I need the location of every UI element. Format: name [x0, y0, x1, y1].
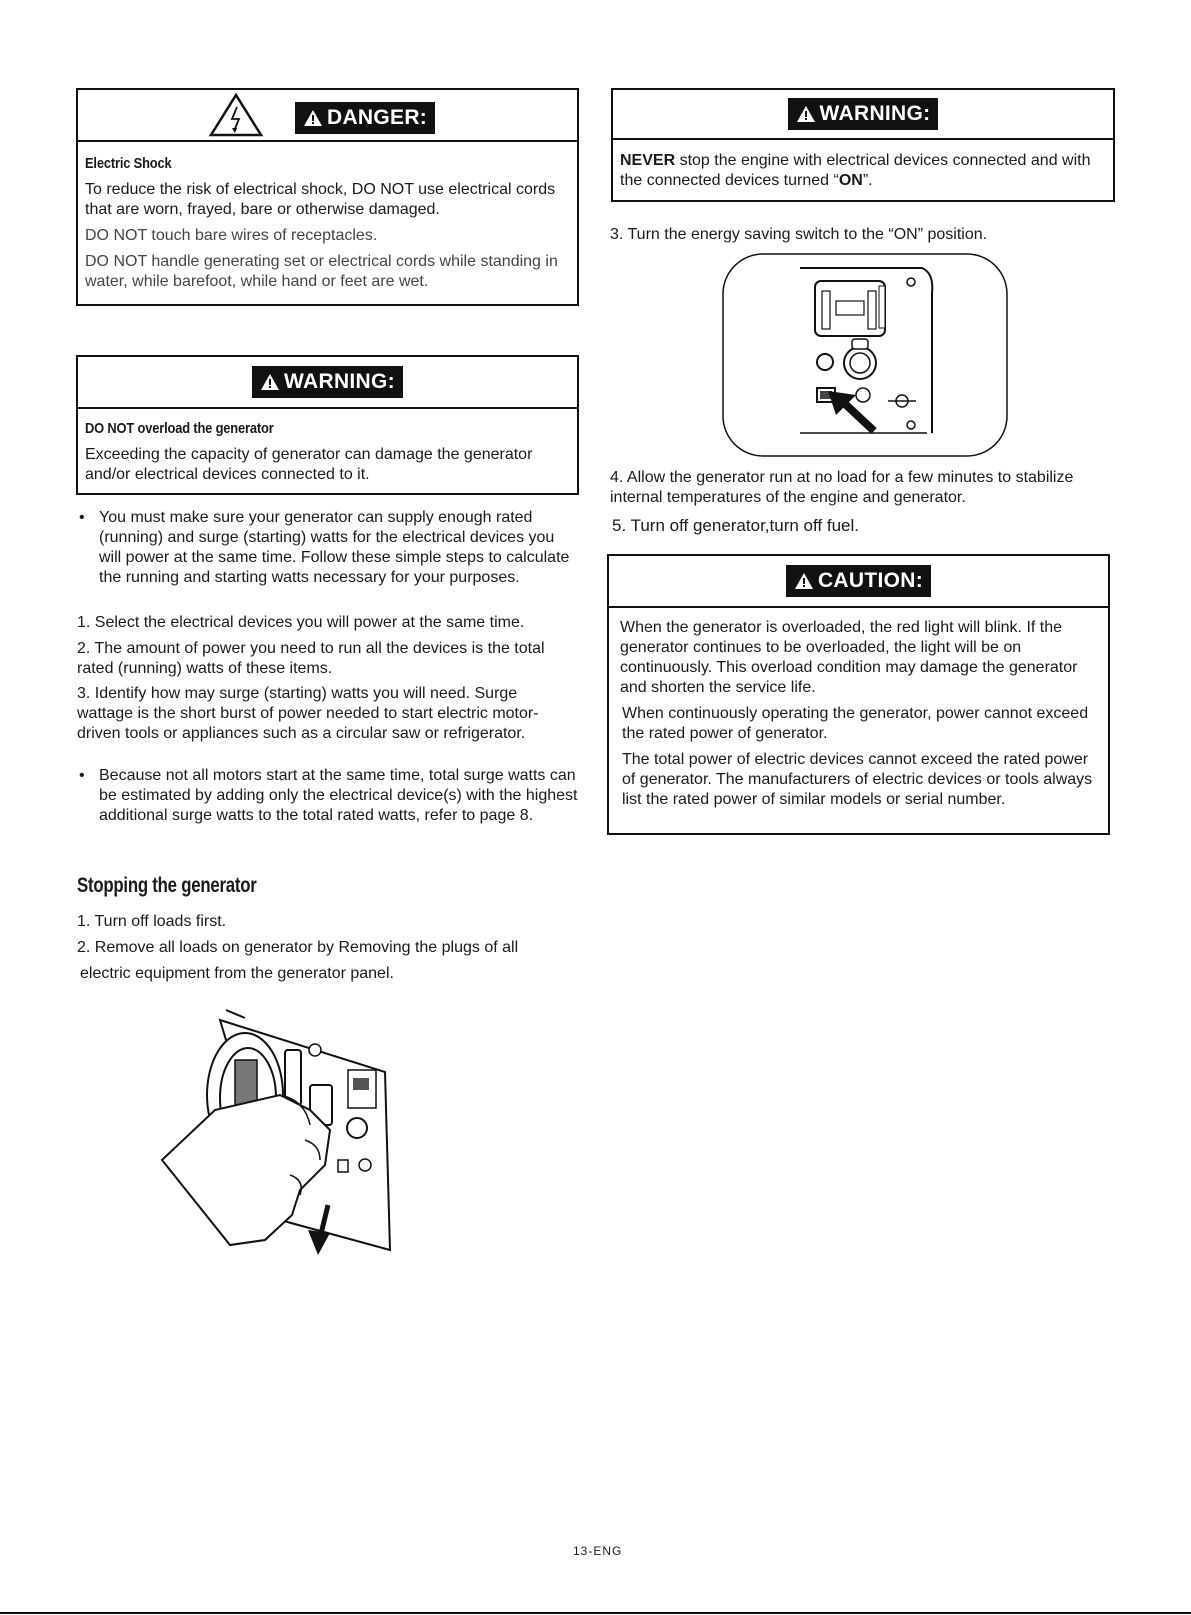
danger-header [78, 90, 577, 142]
overload-warning-header [78, 357, 577, 409]
step-1: 1. Select the electrical devices you will power at the same time. [77, 614, 525, 631]
warning-triangle-icon [260, 373, 280, 391]
danger-body [78, 142, 577, 306]
step-3: 3. Identify how may surge (starting) watts you will need. Surge wattage is the short burst of power needed to start electric motor-driven tools or appliances such as a circular saw or refrigerator. [77, 685, 539, 742]
warning-triangle-icon [794, 572, 814, 590]
danger-paragraph-1: To reduce the risk of electrical shock, DO NOT use electrical cords that are worn, frayed, bare or otherwise damaged. [85, 181, 556, 218]
step-3-energy-saving: 3. Turn the energy saving switch to the “ON” position. [610, 226, 988, 243]
never-text: NEVER [620, 152, 676, 169]
section-title: Stopping the generator [77, 874, 257, 897]
overload-subhead: DO NOT overload the generator [85, 420, 274, 437]
warning-label: WARNING: [252, 366, 403, 398]
overload-warning-body [78, 409, 577, 493]
caution-paragraph-2: When continuously operating the generator, power cannot exceed the rated power of generator. [622, 705, 1089, 742]
caution-paragraph-1: When the generator is overloaded, the red light will blink. If the generator continues to be overloaded, the light will be on continuously. This overload condition may damage the generator and shorten the service life. [620, 619, 1078, 696]
danger-label: DANGER: [295, 102, 435, 134]
danger-paragraph-2: DO NOT touch bare wires of receptacles. [85, 227, 378, 244]
caution-box [607, 554, 1110, 835]
engine-stop-warning-box [611, 88, 1115, 202]
engine-stop-warning-header [613, 90, 1113, 140]
stop-step-2: 2. Remove all loads on generator by Removing the plugs of all [77, 939, 519, 956]
electric-shock-icon [208, 92, 264, 138]
step-2: 2. The amount of power you need to run all the devices is the total rated (running) watts of these items. [77, 640, 545, 677]
warning-label: WARNING: [788, 98, 939, 130]
caution-paragraph-3: The total power of electric devices cannot exceed the rated power of generator. The manufacturers of electric devices or tools always list the rated power of similar models or serial number. [622, 751, 1093, 808]
on-text: ON [838, 172, 863, 189]
overload-text: Exceeding the capacity of generator can damage the generator and/or electrical devices connected to it. [85, 446, 533, 483]
control-panel-illustration [722, 253, 1008, 457]
stop-step-2-continued: electric equipment from the generator panel. [80, 965, 394, 982]
danger-paragraph-3: DO NOT handle generating set or electrical cords while standing in water, while barefoot, while hand or feet are wet. [85, 253, 558, 290]
bottom-rule [0, 1612, 1191, 1614]
caution-body [609, 608, 1108, 824]
danger-subhead: Electric Shock [85, 155, 172, 172]
list-item: • You must make sure your generator can supply enough rated (running) and surge (starting) watts for the electrical devices you will power at the same time. Follow these simple steps to calculate the running and starting watts necessary for your purposes. [79, 509, 570, 586]
list-item: • Because not all motors start at the same time, total surge watts can be estimated by adding only the electrical device(s) with the highest additional surge watts to the total rated watts, refer to page 8. [79, 767, 578, 824]
unplug-illustration [160, 1000, 410, 1300]
step-4-stabilize: 4. Allow the generator run at no load for a few minutes to stabilize internal temperatures of the engine and generator. [610, 469, 1074, 506]
stop-step-1: 1. Turn off loads first. [77, 913, 227, 930]
overload-warning-box [76, 355, 579, 495]
warning-text-end: ”. [862, 172, 873, 189]
bullet-icon: • [79, 767, 85, 784]
step-5-turn-off: 5. Turn off generator,turn off fuel. [612, 516, 859, 535]
page-number: 13-ENG [573, 1544, 623, 1558]
warning-text: stop the engine with electrical devices connected and with the connected devices turned “ [620, 152, 1091, 189]
bullet-icon: • [79, 509, 85, 526]
warning-triangle-icon [796, 105, 816, 123]
caution-header [609, 556, 1108, 608]
warning-triangle-icon [303, 109, 323, 127]
caution-label: CAUTION: [786, 565, 931, 597]
danger-box [76, 88, 579, 306]
engine-stop-warning-body [613, 140, 1113, 199]
